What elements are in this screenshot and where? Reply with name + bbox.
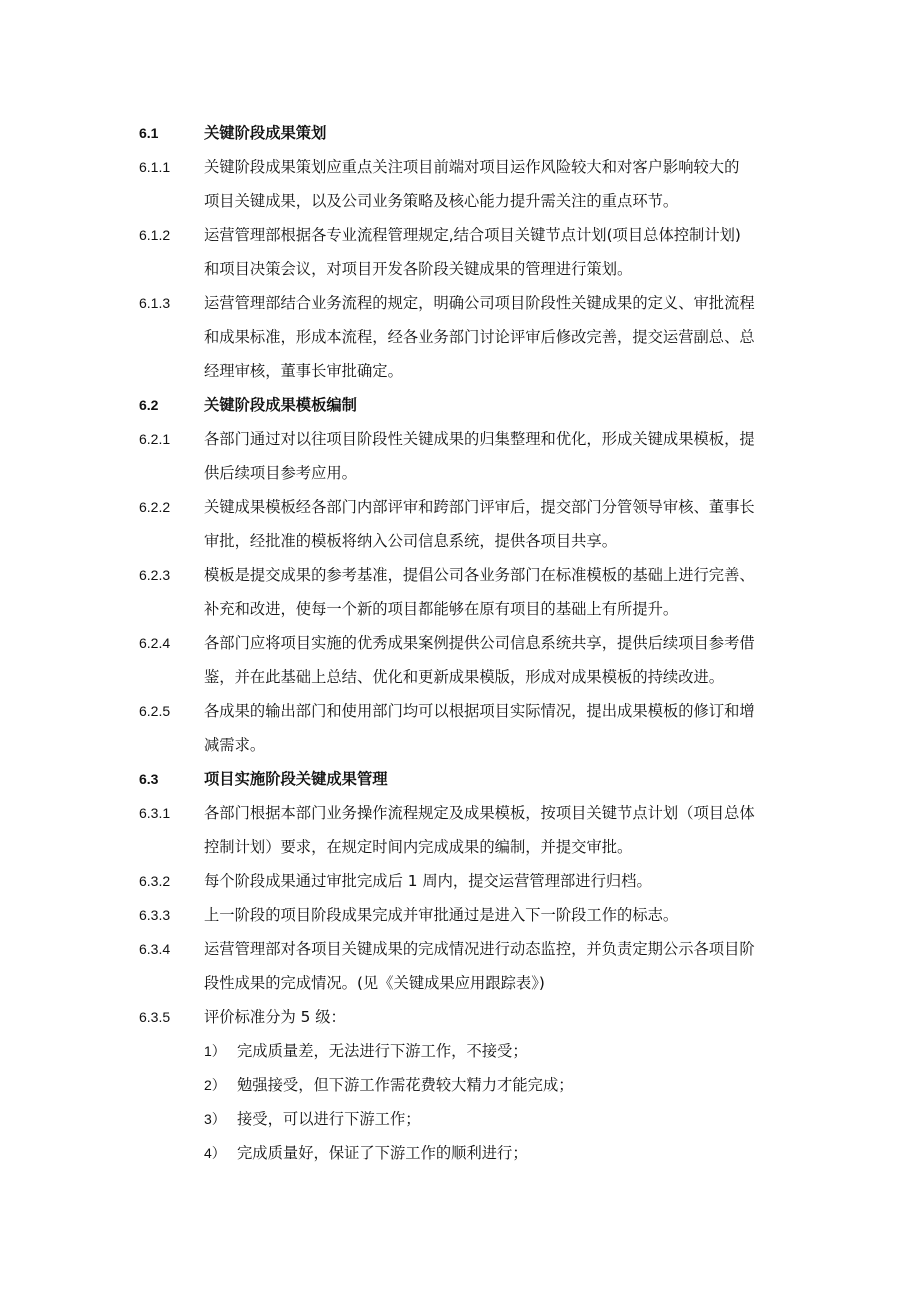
section-number: 6.3 xyxy=(139,771,159,787)
grade-marker: 3） xyxy=(204,1111,226,1127)
text-line: 控制计划）要求，在规定时间内完成成果的编制，并提交审批。 xyxy=(204,838,633,856)
clause-number: 6.1.3 xyxy=(139,295,171,311)
text-line: 供后续项目参考应用。 xyxy=(204,464,357,482)
section-title: 项目实施阶段关键成果管理 xyxy=(204,770,388,788)
clause-text xyxy=(204,694,794,762)
clause-number: 6.3.4 xyxy=(139,941,171,957)
section-title: 关键阶段成果策划 xyxy=(204,124,327,142)
text-line: 评价标准分为 5 级： xyxy=(204,1008,346,1026)
clause-text xyxy=(204,626,794,694)
text-line: 各部门通过对以往项目阶段性关键成果的归集整理和优化，形成关键成果模板，提 xyxy=(204,430,755,448)
text-line: 和项目决策会议，对项目开发各阶段关键成果的管理进行策划。 xyxy=(204,260,633,278)
text-line: 运营管理部结合业务流程的规定，明确公司项目阶段性关键成果的定义、审批流程 xyxy=(204,294,755,312)
text-line: 减需求。 xyxy=(204,736,266,754)
text-line: 每个阶段成果通过审批完成后 1 周内，提交运营管理部进行归档。 xyxy=(204,872,652,890)
text-line: 关键阶段成果策划应重点关注项目前端对项目运作风险较大和对客户影响较大的 xyxy=(204,158,740,176)
clause-text xyxy=(204,422,794,490)
grade-text: 勉强接受，但下游工作需花费较大精力才能完成； xyxy=(237,1076,574,1094)
text-line: 关键成果模板经各部门内部评审和跨部门评审后，提交部门分管领导审核、董事长 xyxy=(204,498,755,516)
text-line: 项目关键成果，以及公司业务策略及核心能力提升需关注的重点环节。 xyxy=(204,192,679,210)
text-line: 鉴，并在此基础上总结、优化和更新成果模版，形成对成果模板的持续改进。 xyxy=(204,668,725,686)
text-line: 运营管理部对各项目关键成果的完成情况进行动态监控，并负责定期公示各项目阶 xyxy=(204,940,755,958)
grade-marker: 1） xyxy=(204,1043,226,1059)
clause-text xyxy=(204,1000,794,1034)
clause-number: 6.2.3 xyxy=(139,567,171,583)
section-title: 关键阶段成果模板编制 xyxy=(204,396,357,414)
clause-number: 6.1.1 xyxy=(139,159,171,175)
text-line: 审批，经批准的模板将纳入公司信息系统，提供各项目共享。 xyxy=(204,532,618,550)
section-number: 6.1 xyxy=(139,125,159,141)
clause-text xyxy=(204,490,794,558)
clause-text xyxy=(204,932,794,1000)
grade-marker: 4） xyxy=(204,1145,226,1161)
text-line: 各部门根据本部门业务操作流程规定及成果模板，按项目关键节点计划（项目总体 xyxy=(204,804,755,822)
clause-number: 6.3.1 xyxy=(139,805,171,821)
text-line: 运营管理部根据各专业流程管理规定,结合项目关键节点计划(项目总体控制计划) xyxy=(204,226,741,244)
grade-text: 接受，可以进行下游工作； xyxy=(237,1110,421,1128)
clause-text xyxy=(204,898,794,932)
clause-number: 6.3.3 xyxy=(139,907,171,923)
section-number: 6.2 xyxy=(139,397,159,413)
clause-number: 6.2.5 xyxy=(139,703,171,719)
clause-text xyxy=(204,796,794,864)
clause-number: 6.3.5 xyxy=(139,1009,171,1025)
clause-text xyxy=(204,218,794,286)
text-line: 补充和改进，使每一个新的项目都能够在原有项目的基础上有所提升。 xyxy=(204,600,679,618)
clause-text xyxy=(204,558,794,626)
clause-number: 6.1.2 xyxy=(139,227,171,243)
text-line: 上一阶段的项目阶段成果完成并审批通过是进入下一阶段工作的标志。 xyxy=(204,906,679,924)
grade-text: 完成质量差，无法进行下游工作，不接受； xyxy=(237,1042,528,1060)
grade-text: 完成质量好，保证了下游工作的顺利进行； xyxy=(237,1144,528,1162)
clause-text xyxy=(204,286,794,388)
text-line: 模板是提交成果的参考基准，提倡公司各业务部门在标准模板的基础上进行完善、 xyxy=(204,566,755,584)
text-line: 各部门应将项目实施的优秀成果案例提供公司信息系统共享，提供后续项目参考借 xyxy=(204,634,755,652)
grade-marker: 2） xyxy=(204,1077,226,1093)
clause-number: 6.2.1 xyxy=(139,431,171,447)
clause-number: 6.2.4 xyxy=(139,635,171,651)
clause-text xyxy=(204,150,794,218)
clause-number: 6.2.2 xyxy=(139,499,171,515)
text-line: 经理审核，董事长审批确定。 xyxy=(204,362,403,380)
text-line: 和成果标准，形成本流程，经各业务部门讨论评审后修改完善，提交运营副总、总 xyxy=(204,328,755,346)
text-line: 段性成果的完成情况。(见《关键成果应用跟踪表》) xyxy=(204,974,545,992)
clause-number: 6.3.2 xyxy=(139,873,171,889)
clause-text xyxy=(204,864,794,898)
text-line: 各成果的输出部门和使用部门均可以根据项目实际情况，提出成果模板的修订和增 xyxy=(204,702,755,720)
